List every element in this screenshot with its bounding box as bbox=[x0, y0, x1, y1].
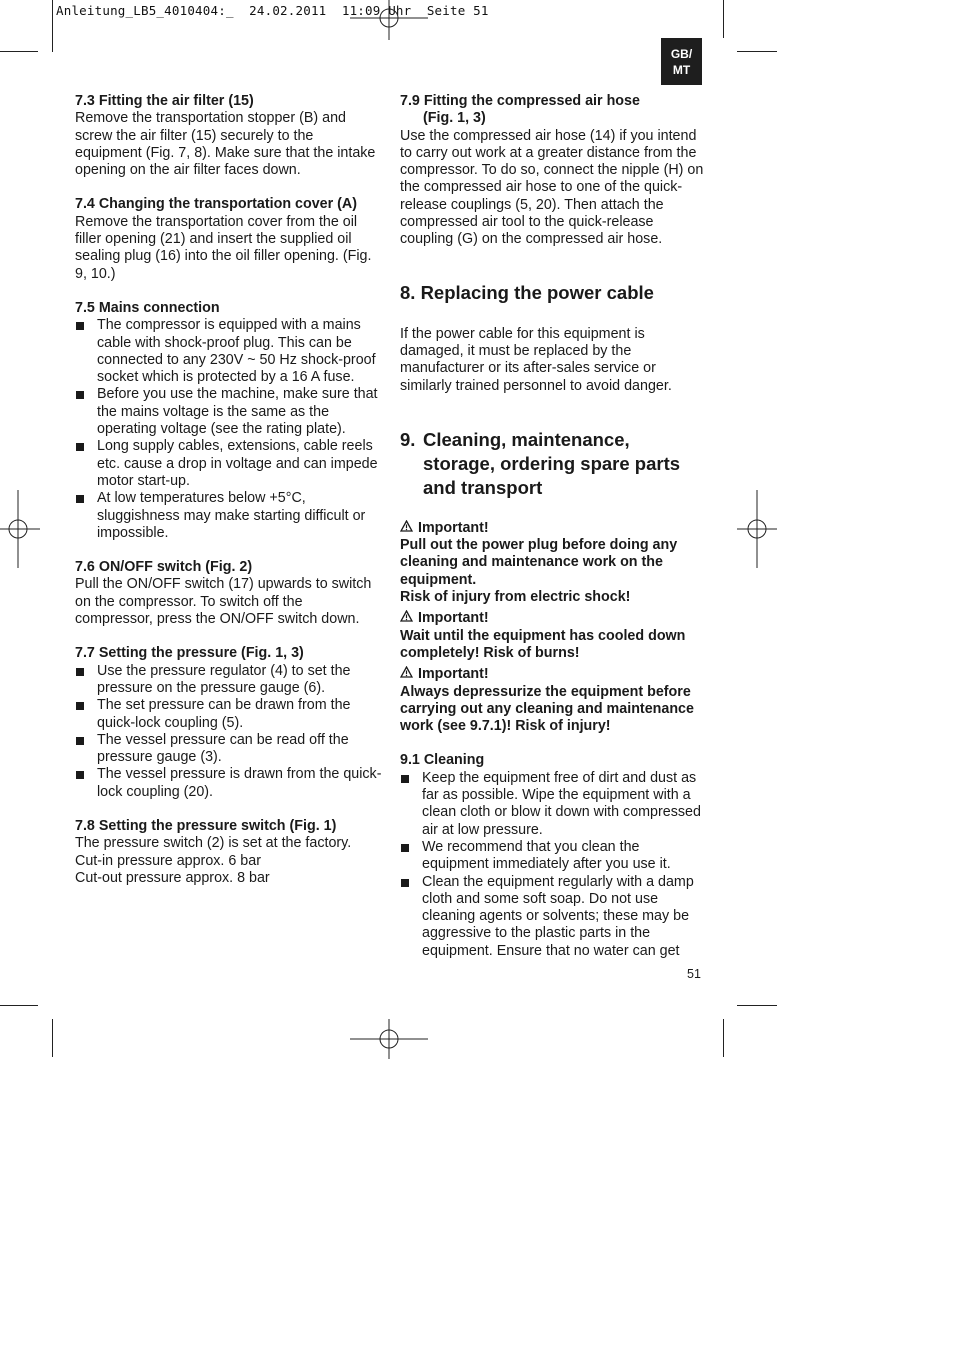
section-7-8-title: 7.8 Setting the pressure switch (Fig. 1) bbox=[75, 817, 337, 834]
crop-mark bbox=[0, 1005, 38, 1006]
section-7-3-body: Remove the transportation stopper (B) and screw the air filter (15) securely to the equipment (Fig. 7, 8). Make sure that the intake opening on the air filter faces down. bbox=[75, 110, 376, 179]
warning-block bbox=[400, 610, 705, 662]
right-column bbox=[400, 93, 705, 960]
list-item: Keep the equipment free of dirt and dust as far as possible. Wipe the equipment with a clean cloth or blow it down with compressed air at low pressure. bbox=[400, 770, 705, 839]
list-item: We recommend that you clean the equipment immediately after you use it. bbox=[400, 839, 705, 874]
section-7-9-title-ref: (Fig. 1, 3) bbox=[423, 110, 486, 127]
list-item: The vessel pressure can be read off the pressure gauge (3). bbox=[75, 732, 383, 767]
chapter-9-title: Cleaning, maintenance, storage, ordering spare parts and transport bbox=[423, 428, 681, 498]
section-7-7-list bbox=[75, 663, 383, 801]
warning-triangle-icon bbox=[400, 520, 414, 537]
warning-heading-text: Important! bbox=[417, 666, 489, 683]
crop-mark bbox=[737, 51, 777, 52]
section-7-6-title: 7.6 ON/OFF switch (Fig. 2) bbox=[75, 559, 253, 576]
section-7-8-line: Cut-in pressure approx. 6 bar bbox=[75, 852, 261, 869]
section-7-4-title: 7.4 Changing the transportation cover (A) bbox=[75, 196, 357, 213]
list-item: The set pressure can be drawn from the quick-lock coupling (5). bbox=[75, 697, 383, 732]
warning-body-extra: Risk of injury from electric shock! bbox=[400, 589, 631, 606]
crop-mark bbox=[52, 1019, 53, 1057]
warning-body: Always depressurize the equipment before carrying out any cleaning and maintenance work (see 9.7.1)! Risk of injury! bbox=[400, 683, 694, 735]
print-slug: Anleitung_LB5_4010404:_ 24.02.2011 11:09 Uhr Seite 51 bbox=[56, 3, 489, 18]
section-7-8-line: Cut-out pressure approx. 8 bar bbox=[75, 869, 270, 886]
crop-mark bbox=[52, 0, 53, 52]
crop-mark bbox=[737, 1005, 777, 1006]
warning-heading-text: Important! bbox=[417, 519, 489, 536]
page-number: 51 bbox=[687, 967, 701, 981]
warning-heading bbox=[400, 610, 705, 627]
section-7-7-title: 7.7 Setting the pressure (Fig. 1, 3) bbox=[75, 645, 304, 662]
crop-mark bbox=[0, 51, 38, 52]
section-7-9-title: 7.9 Fitting the compressed air hose bbox=[400, 93, 640, 109]
warning-heading bbox=[400, 666, 705, 683]
section-7-5-title: 7.5 Mains connection bbox=[75, 299, 220, 316]
crop-mark bbox=[723, 0, 724, 38]
section-7-4-body: Remove the transportation cover from the oil filler opening (21) and insert the supplied oil sealing plug (16) into the oil filler opening. (Fig. 9, 10.) bbox=[75, 213, 372, 282]
list-item: At low temperatures below +5°C, sluggishness may make starting difficult or impossible. bbox=[75, 490, 383, 542]
left-column bbox=[75, 93, 383, 887]
section-7-3-title: 7.3 Fitting the air filter (15) bbox=[75, 93, 254, 109]
warning-triangle-icon bbox=[400, 666, 414, 683]
list-item: The vessel pressure is drawn from the quick-lock coupling (20). bbox=[75, 766, 383, 801]
language-tab-line1: GB/ bbox=[670, 47, 693, 61]
warning-body: Pull out the power plug before doing any cleaning and maintenance work on the equipment. bbox=[400, 537, 678, 588]
warning-triangle-icon bbox=[400, 610, 414, 627]
section-7-6-body: Pull the ON/OFF switch (17) upwards to switch on the compressor. To switch off the compressor, press the ON/OFF switch down. bbox=[75, 576, 372, 628]
list-item: Before you use the machine, make sure that the mains voltage is the same as the operating voltage (see the rating plate). bbox=[75, 386, 383, 438]
list-item: Use the pressure regulator (4) to set the pressure on the pressure gauge (6). bbox=[75, 663, 383, 698]
warning-body: Wait until the equipment has cooled down completely! Risk of burns! bbox=[400, 627, 686, 661]
chapter-9-number: 9. bbox=[400, 428, 416, 450]
language-tab bbox=[661, 38, 702, 85]
warning-heading bbox=[400, 520, 705, 537]
list-item: Long supply cables, extensions, cable reels etc. cause a drop in voltage and can impede motor start-up. bbox=[75, 438, 383, 490]
section-7-5-list bbox=[75, 317, 383, 542]
section-9-1-title: 9.1 Cleaning bbox=[400, 752, 485, 769]
registration-mark-left bbox=[0, 490, 40, 568]
section-7-9-body: Use the compressed air hose (14) if you intend to carry out work at a greater distance from the compressor. To do so, connect the nipple (H) on the compressed air hose to one of the quick-release couplings (5, 20). Then attach the compressed air tool to the quick-release coupling (G) on the compressed air hose. bbox=[400, 127, 704, 248]
chapter-9-heading bbox=[400, 428, 705, 500]
warning-block bbox=[400, 666, 705, 735]
registration-mark-top bbox=[350, 0, 428, 40]
registration-mark-right bbox=[737, 490, 777, 568]
section-7-8-line: The pressure switch (2) is set at the factory. bbox=[75, 835, 352, 852]
crop-mark bbox=[723, 1019, 724, 1057]
chapter-8-heading: 8. Replacing the power cable bbox=[400, 281, 654, 303]
warning-heading-text: Important! bbox=[417, 610, 489, 627]
section-9-1-list bbox=[400, 770, 705, 960]
list-item: The compressor is equipped with a mains cable with shock-proof plug. This can be connected to any 230V ~ 50 Hz shock-proof socket which is protected by a 16 A fuse. bbox=[75, 317, 383, 386]
warning-block bbox=[400, 520, 705, 606]
chapter-8-body: If the power cable for this equipment is damaged, it must be replaced by the manufacturer or its after-sales service or similarly trained personnel to avoid danger. bbox=[400, 325, 672, 394]
list-item: Clean the equipment regularly with a damp cloth and some soft soap. Do not use cleaning agents or solvents; these may be aggressive to the plastic parts in the equipment. Ensure that no water can get bbox=[400, 874, 705, 960]
language-tab-line2: MT bbox=[672, 63, 691, 77]
registration-mark-bottom bbox=[350, 1019, 428, 1059]
